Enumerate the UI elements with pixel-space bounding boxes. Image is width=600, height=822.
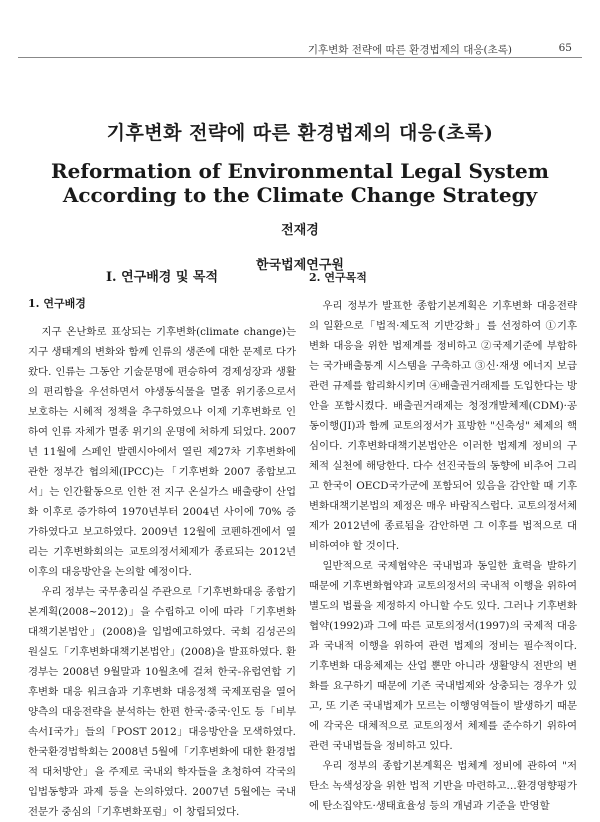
subsection-heading-background: 1. 연구배경 — [28, 297, 86, 310]
running-head-title: 기후변화 전략에 따른 환경법제의 대응(초록) — [307, 44, 512, 56]
title-english: Reformation of Environmental Legal System According to the Climate Change Strategy — [51, 159, 549, 207]
running-head — [18, 42, 582, 58]
title-block — [0, 118, 600, 273]
paragraph: 우리 정부의 종합기본계획은 법체계 정비에 관하여 "저탄소 녹색성장을 위한 법적 기반을 마련하고…환경영향평가에 탄소집약도·생태효율성 등의 개념과 기준을 반영할 — [309, 760, 577, 812]
affiliation: 한국법제연구원 — [256, 258, 344, 273]
paragraph: 지구 온난화로 표상되는 기후변화(climate change)는 지구 생태계의 변화와 함께 인류의 생존에 대한 문제로 다가왔다. 인류는 그동안 기술문명에 편승하여 경제성장과 생활의 편리함을 우선하면서 야생동식물을 멸종 위기종으로서 보호하는 시혜적 정책을 추구하였으나 이제 기후변화로 인하여 인류 자체가 멸종 위기의 운명에 처하게 되었다. 2007년 11월에 스페인 발렌시아에서 열린 제27차 기후변화에 관한 정부간 협의체(IPCC)는「기후변화 2007 종합보고서」는 인간활동으로 인한 전 지구 온실가스 배출량이 산업화 이후로 증가하여 1970년부터 2004년 사이에 70% 증가하였다고 보고하였다. 2009년 12월에 코펜하겐에서 열리는 기후변화회의는 교토의정서체제가 종료되는 2012년 이후의 대응방안을 논의할 예정이다. — [28, 326, 296, 578]
left-column — [28, 268, 296, 822]
title-korean: 기후변화 전략에 따른 환경법제의 대응(초록) — [106, 122, 494, 144]
section-heading: Ⅰ. 연구배경 및 목적 — [105, 270, 219, 285]
subsection-heading-purpose: 2. 연구목적 — [309, 271, 367, 284]
paragraph: 우리 정부가 발표한 종합기본계획은 기후변화 대응전략의 일환으로「법적·제도적 기반강화」를 선정하여 ①기후변화 대응을 위한 법제계를 정비하고 ②국제기준에 부합하는 국가배출통계 시스템을 구축하고 ③신·재생 에너지 보급관련 규제를 합리화시키며 ④배출권거래제를 도입한다는 방안을 포함시켰다. 배출권거래제는 청정개발체제(CDM)·공동이행(JI)과 함께 교토의정서가 표방한 "신축성" 체제의 핵심이다. 기후변화대책기본법안은 이러한 법제계 정비의 구체적 실천에 해당한다. 다수 선진국들의 동향에 비추어 그리고 한국이 OECD국가군에 포함되어 있음을 감안할 때 기후변화대책기본법의 제정은 매우 바람직스럽다. 교토의정서체제가 2012년에 종료됨을 감안하면 그 이후를 법적으로 대비하여야 할 것이다. — [309, 300, 577, 552]
paragraph: 일반적으로 국제협약은 국내법과 동일한 효력을 발하기 때문에 기후변화협약과 교토의정서의 국내적 이행을 위하여 별도의 법률을 제정하지 아니할 수도 있다. 그러나 기후변화협약(1992)과 그에 따른 교토의정서(1997)의 국제적 대응과 국내적 이행을 위하여 관련 법제의 정비는 필수적이다. 기후변화 대응체제는 산업 뿐만 아니라 생활양식 전반의 변화를 요구하기 때문에 기존 국내법제와 상충되는 경우가 있고, 또 기존 국내법제가 모르는 이행영역들이 발생하기 때문에 각국은 대체적으로 교토의정서 체제를 준수하기 위하여 관련 국내법들을 정비하고 있다. — [309, 560, 577, 752]
paragraph: 우리 정부는 국무총리실 주관으로「기후변화대응 종합기본계획(2008~2012)」을 수립하고 이에 따라「기후변화대책기본법안」(2008)을 입법예고하였다. 국회 김성곤의원실도「기후변화대책기본법안」(2008)을 발표하였다. 환경부는 2008년 9월말과 10월초에 걸쳐 한국-유럽연합 기후변화 대응 워크숍과 기후변화 대응정책 국제포럼을 열어 양측의 대응전략을 분석하는 한편 한국·중국·인도 등「비부속서Ⅰ국가」들의「POST 2012」대응방안을 모색하였다. 한국환경법학회는 2008년 5월에「기후변화에 대한 환경법적 대처방안」을 주제로 국내외 학자들을 초청하여 각국의 입법동향과 과제 등을 논의하였다. 2007년 5월에는 국내 전문가 중심의「기후변화포럼」이 창립되었다. — [28, 586, 296, 818]
author: 전재경 — [281, 223, 319, 238]
page-number: 65 — [558, 42, 572, 54]
right-column — [309, 268, 577, 816]
